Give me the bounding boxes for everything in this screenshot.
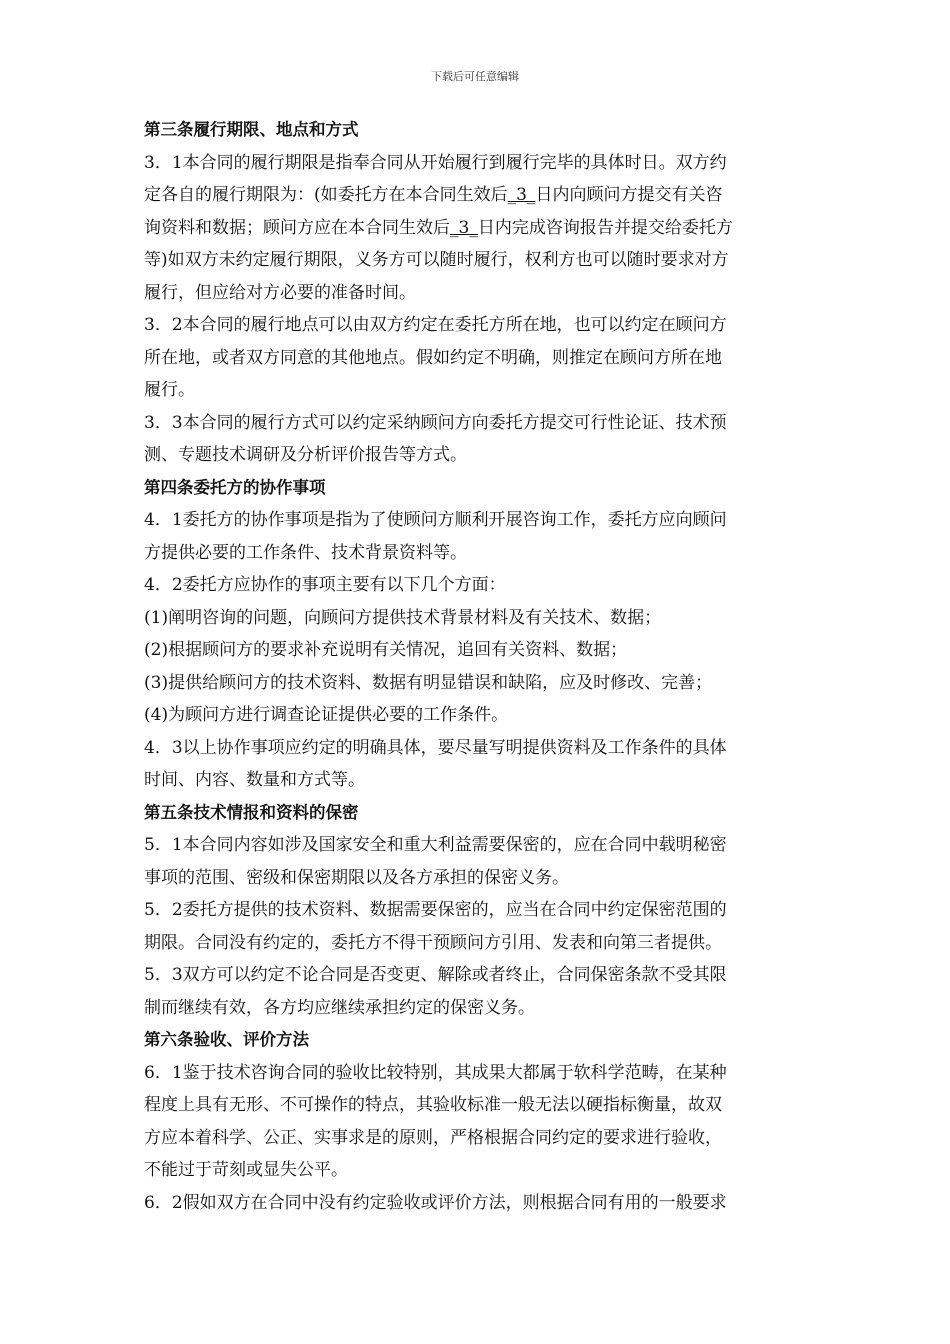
- clause-3-2-line: 履行。: [144, 380, 195, 400]
- clause-4-3-line: 4．3以上协作事项应约定的明确具体，要尽量写明提供资料及工作条件的具体: [144, 737, 727, 758]
- filled-days-value: _3_: [507, 185, 536, 205]
- clause-3-2-line: 3．2本合同的履行地点可以由双方约定在委托方所在地，也可以约定在顾问方: [144, 315, 727, 335]
- clause-text: 日内完成咨询报告并提交给委托方: [477, 217, 733, 238]
- clause-4-1-line: 4．1委托方的协作事项是指为了使顾问方顺利开展咨询工作，委托方应向顾问: [144, 510, 727, 530]
- clause-text: 询资料和数据；顾问方应在本合同生效后: [144, 217, 450, 238]
- clause-5-1-line: 5．1本合同内容如涉及国家安全和重大利益需要保密的，应在合同中载明秘密: [144, 835, 727, 855]
- clause-3-1-line: [144, 179, 814, 212]
- clause-6-2-line: 6．2假如双方在合同中没有约定验收或评价方法，则根据合同有用的一般要求: [144, 1192, 727, 1213]
- section-4-title: 第四条委托方的协作事项: [144, 477, 326, 497]
- clause-3-1-line: 履行，但应给对方必要的准备时间。: [144, 282, 416, 303]
- clause-text: 定各自的履行期限为：(如委托方在本合同生效后: [144, 185, 508, 205]
- clause-5-3-line: 制而继续有效，各方均应继续承担约定的保密义务。: [144, 997, 535, 1018]
- clause-6-1-line: 不能过于苛刻或显失公平。: [144, 1160, 348, 1180]
- section-5-title: 第五条技术情报和资料的保密: [144, 802, 359, 822]
- clause-5-2-line: 5．2委托方提供的技术资料、数据需要保密的，应当在合同中约定保密范围的: [144, 900, 727, 920]
- clause-3-1-line: [144, 212, 814, 245]
- document-body: [144, 114, 814, 1219]
- clause-4-1-line: 方提供必要的工作条件、技术背景资料等。: [144, 542, 467, 563]
- clause-4-3-line: 时间、内容、数量和方式等。: [144, 770, 365, 790]
- page-header-note: 下载后可任意编辑: [431, 70, 519, 83]
- clause-6-1-line: 程度上具有无形、不可操作的特点，其验收标准一般无法以硬指标衡量，故双: [144, 1095, 722, 1115]
- section-6-title: 第六条验收、评价方法: [144, 1030, 309, 1049]
- clause-6-1-line: 方应本着科学、公正、实事求是的原则，严格根据合同约定的要求进行验收，: [144, 1127, 722, 1148]
- clause-3-1-line: 等)如双方未约定履行期限，义务方可以随时履行，权利方也可以随时要求对方: [144, 250, 729, 270]
- clause-5-2-line: 期限。合同没有约定的，委托方不得干预顾问方引用、发表和向第三者提供。: [144, 932, 722, 953]
- clause-4-2-line: 4．2委托方应协作的事项主要有以下几个方面：: [144, 575, 506, 595]
- clause-text: 日内向顾问方提交有关咨: [535, 185, 723, 205]
- clause-3-3-line: 测、专题技术调研及分析评价报告等方式。: [144, 445, 467, 465]
- clause-6-1-line: 6．1鉴于技术咨询合同的验收比较特别，其成果大都属于软科学范畴，在某种: [144, 1062, 727, 1083]
- clause-3-1-line: 3．1本合同的履行期限是指奉合同从开始履行到履行完毕的具体时日。双方约: [144, 152, 727, 173]
- list-item: (3)提供给顾问方的技术资料、数据有明显错误和缺陷，应及时修改、完善；: [144, 672, 713, 693]
- clause-5-3-line: 5．3双方可以约定不论合同是否变更、解除或者终止，合同保密条款不受其限: [144, 965, 727, 985]
- section-3-title: 第三条履行期限、地点和方式: [144, 120, 359, 139]
- list-item: (4)为顾问方进行调查论证提供必要的工作条件。: [144, 705, 509, 725]
- clause-3-2-line: 所在地，或者双方同意的其他地点。假如约定不明确，则推定在顾问方所在地: [144, 347, 722, 368]
- list-item: (1)阐明咨询的问题，向顾问方提供技术背景材料及有关技术、数据；: [144, 607, 662, 628]
- list-item: (2)根据顾问方的要求补充说明有关情况，追回有关资料、数据；: [144, 640, 628, 660]
- clause-3-3-line: 3．3本合同的履行方式可以约定采纳顾问方向委托方提交可行性论证、技术预: [144, 412, 727, 433]
- clause-5-1-line: 事项的范围、密级和保密期限以及各方承担的保密义务。: [144, 867, 569, 888]
- filled-days-value: _3_: [450, 217, 478, 238]
